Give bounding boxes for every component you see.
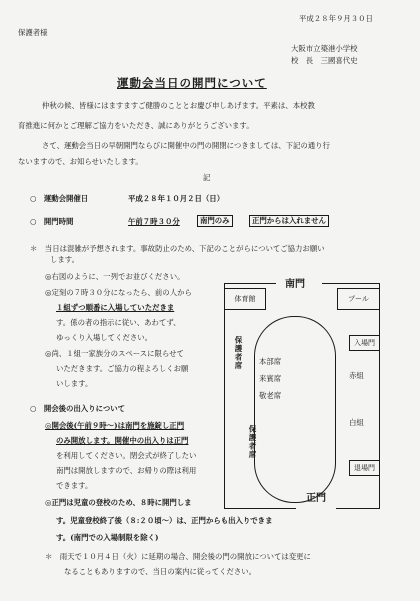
bullet-circle: ○ bbox=[30, 194, 44, 203]
intro-line-3: さて、運動会当日の早朝開門ならびに開催中の門の開閉につきましては、下記の通り行 bbox=[42, 141, 330, 150]
school-name: 大阪市立築港小学校 bbox=[291, 44, 358, 53]
rule-line: ◎定刻の７時３０分になったら、前の人から bbox=[45, 288, 192, 297]
rule-line: １組ずつ順番に入場していただきま bbox=[56, 303, 175, 312]
section2-line: ◎開会後(午前９時〜)は南門を施錠し正門 bbox=[45, 421, 185, 430]
intro-line-2: 育推進に何かとご理解ご協力をいただき、誠にありがとうございます。 bbox=[18, 121, 254, 130]
open-label: 開門時間 bbox=[43, 217, 74, 226]
map-guest-seat: 来賓席 bbox=[259, 374, 282, 383]
map-main-gate: 正門 bbox=[306, 493, 326, 504]
star2-line-2: なることもありますので、当日の案内に従ってください。 bbox=[64, 567, 257, 576]
section2-line: のみ開放します。開催中の出入りは正門 bbox=[56, 436, 189, 445]
map-wall-top-left bbox=[224, 283, 276, 284]
asterisk: ＊ bbox=[45, 552, 60, 561]
map-red-team: 赤組 bbox=[349, 371, 364, 380]
ki-mark: 記 bbox=[203, 173, 211, 182]
map-pool: プール bbox=[337, 288, 380, 310]
rule-line: す。係の者の指示に従い、あわてず、 bbox=[56, 318, 181, 327]
map-hq-seat: 本部席 bbox=[259, 357, 282, 366]
section2-line2: ◎正門は児童の登校のため、８時に開門しま bbox=[45, 498, 192, 507]
map-track bbox=[254, 316, 336, 503]
document-date: 平成２８年９月３０日 bbox=[299, 14, 373, 23]
section2-line: を利用してください。閉会式が終了したい bbox=[56, 451, 197, 460]
asterisk: ＊ bbox=[30, 244, 45, 253]
recipient: 保護者様 bbox=[18, 28, 48, 37]
rule-line: いします。 bbox=[56, 379, 93, 388]
map-wall-right bbox=[379, 283, 380, 508]
rule-line: ゆっくり入場してください。 bbox=[56, 333, 153, 342]
bullet-circle: ○ bbox=[30, 404, 44, 413]
rule-line: いただきます。ご協力の程よろしくお願 bbox=[56, 364, 189, 373]
rule-line: ◎右図のように、一列でお並びください。 bbox=[45, 272, 185, 281]
open-row bbox=[30, 217, 73, 227]
star2-line-1: ＊ 雨天で１０月４日（火）に延期の場合、開会後の門の開放については変更に bbox=[45, 552, 311, 561]
intro-line-4: ないますので、お知らせいたします。 bbox=[18, 157, 143, 166]
principal-name: 校 長 三國喜代史 bbox=[291, 56, 358, 65]
section2-line: できます。 bbox=[56, 481, 93, 490]
section2-line: 南門は開放しますので、お帰りの際は利用 bbox=[56, 466, 197, 475]
bullet-circle: ○ bbox=[30, 217, 44, 226]
map-guardian-seat-north: 保護者席 bbox=[234, 336, 243, 370]
date-label: 運動会開催日 bbox=[43, 194, 89, 203]
section2-heading: ○ 開会後の出入りについて bbox=[30, 404, 125, 413]
date-value: 平成２８年１０月２日（日） bbox=[128, 194, 225, 203]
star-note-line-1: ＊ 当日は混雑が予想されます。事故防止のため、下記のことがらについてご協力お願い bbox=[30, 244, 325, 253]
map-elder-seat: 敬老席 bbox=[259, 391, 282, 400]
section2-line2: す。児童登校終了後（８:２０頃〜）は、正門からも出入りできま bbox=[56, 516, 273, 525]
open-time: 午前７時３０分 bbox=[128, 217, 180, 226]
map-white-team: 白組 bbox=[349, 418, 364, 427]
rule-line: ◎尚、１組一家族分のスペースに限らせて bbox=[45, 349, 184, 358]
map-guardian-seat-south: 保護者席 bbox=[248, 425, 257, 459]
section2-line2: す。(南門での入場制限を除く) bbox=[56, 533, 159, 542]
date-row bbox=[30, 194, 88, 204]
map-wall-top-right bbox=[322, 283, 379, 284]
map-wall-left bbox=[224, 283, 225, 508]
map-gym: 体育館 bbox=[224, 288, 266, 310]
map-wall-bottom-left bbox=[224, 508, 296, 509]
map-south-gate: 南門 bbox=[285, 279, 305, 290]
open-gate-box: 南門のみ bbox=[197, 215, 233, 227]
map-wall-bottom-right bbox=[336, 508, 380, 509]
map-entry-gate: 入場門 bbox=[349, 335, 380, 351]
page-title: 運動会当日の開門について bbox=[117, 76, 267, 90]
map-exit-gate: 退場門 bbox=[349, 460, 380, 476]
intro-line-1: 仲秋の候、皆様にはますますご健勝のこととお慶び申しあげます。平素は、本校教 bbox=[42, 101, 315, 110]
star-note-line-2: します。 bbox=[50, 255, 79, 264]
open-note-box: 正門からは入れません bbox=[249, 215, 329, 227]
